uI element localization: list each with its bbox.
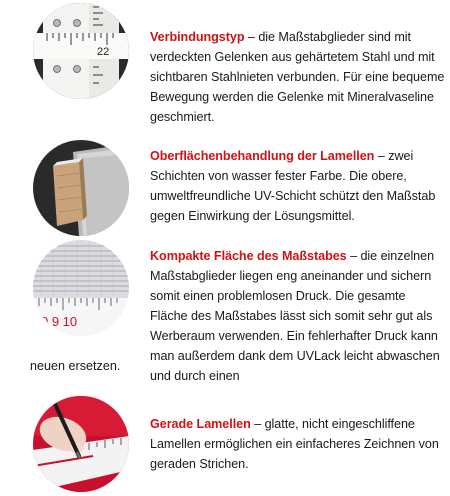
- feature-title: Verbindungstyp: [150, 30, 245, 44]
- folding-ruler-joint-image: [33, 3, 129, 99]
- feature-body: – zwei Schichten von wasser fester Farbe. Die obere, umweltfreundliche UV-Schicht schützt den Maßstab gegen Einwirkung der Lösungsmittel.: [150, 149, 436, 223]
- feature-body: – glatte, nicht eingeschliffene Lamellen ermöglichen ein einfacheres Zeichnen von geraden Strichen.: [150, 417, 439, 471]
- lamella-cross-section-image: [33, 140, 129, 236]
- feature-text: [150, 414, 446, 474]
- feature-title: Oberflächenbehandlung der Lamellen: [150, 149, 375, 163]
- hand-drawing-illustration: [33, 396, 129, 492]
- feature-compact-surface: [0, 240, 450, 383]
- feature-title: Kompakte Fläche des Maßstabes: [150, 249, 347, 263]
- feature-body-continuation: neuen ersetzen.: [30, 359, 121, 373]
- feature-text: [150, 27, 446, 127]
- ruler-joint-illustration: [33, 3, 129, 99]
- lamella-illustration: [33, 140, 129, 236]
- ruler-digit-label: 22: [97, 46, 110, 58]
- feature-surface-treatment: [0, 140, 450, 240]
- feature-connection-type: [0, 0, 450, 140]
- stacked-ruler-illustration: [33, 240, 129, 336]
- ruler-digit-label: 0 9 10: [41, 314, 78, 329]
- feature-straight-lamellas: [0, 390, 450, 496]
- feature-body: – die einzelnen Maßstabglieder liegen eng aneinander und sichern somit einen problemlosen Druck. Die gesamte Fläche des Maßstabes lässt sich somit sehr gut als Werberaum verwenden. Ein fehlerhafter Druck kann man außerdem dank dem UVLack leicht abwaschen und durch einen: [150, 249, 440, 383]
- feature-title: Gerade Lamellen: [150, 417, 251, 431]
- hand-drawing-image: [33, 396, 129, 492]
- feature-text: [150, 146, 446, 226]
- stacked-ruler-image: [33, 240, 129, 336]
- feature-body: – die Maßstabglieder sind mit verdeckten Gelenken aus gehärtetem Stahl und mit sichtbaren Stahlnieten verbunden. Für eine bequeme Bewegung werden die Gelenke mit Mineralvaseline geschmiert.: [150, 30, 445, 124]
